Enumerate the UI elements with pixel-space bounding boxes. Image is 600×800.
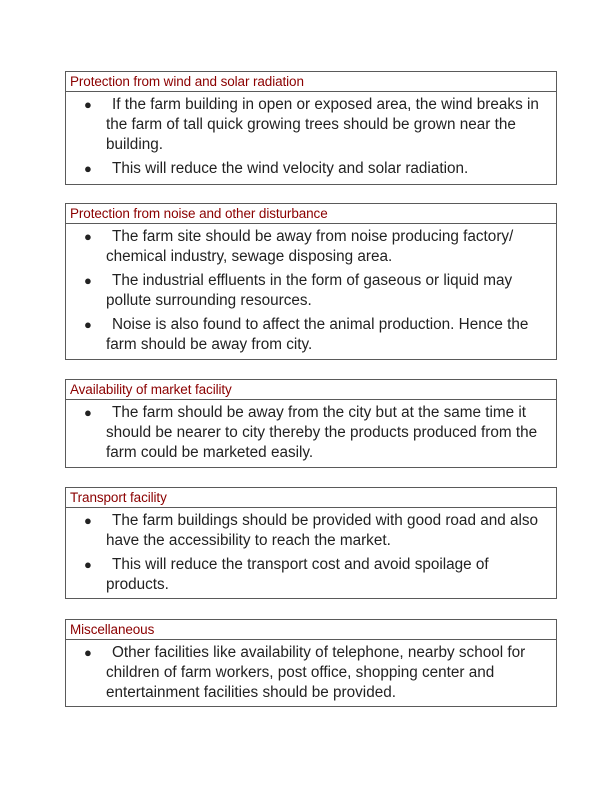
section-body — [66, 92, 556, 183]
bullet-icon: ● — [84, 513, 92, 528]
list-item — [84, 643, 548, 703]
list-item-text: If the farm building in open or exposed area, the wind breaks in the farm of tall quick growing trees should be grown near the building. — [106, 96, 539, 153]
bullet-icon: ● — [84, 645, 92, 660]
list-item-text: The industrial effluents in the form of gaseous or liquid may pollute surrounding resources. — [106, 272, 513, 309]
section-market-facility — [65, 379, 557, 468]
bullet-icon: ● — [84, 273, 92, 288]
section-body — [66, 640, 556, 707]
section-title: Protection from wind and solar radiation — [66, 72, 556, 92]
list-item-text: The farm should be away from the city but at the same time it should be nearer to city thereby the products produced from the farm could be marketed easily. — [106, 404, 538, 461]
list-item — [84, 403, 548, 463]
list-item-text: Noise is also found to affect the animal production. Hence the farm should be away from city. — [106, 316, 529, 353]
bullet-icon: ● — [84, 317, 92, 332]
list-item-text: The farm site should be away from noise producing factory/ chemical industry, sewage disposing area. — [106, 228, 514, 265]
bullet-icon: ● — [84, 161, 92, 176]
list-item — [84, 315, 548, 355]
section-title: Protection from noise and other disturbance — [66, 204, 556, 224]
section-wind-solar — [65, 71, 557, 185]
list-item — [84, 95, 548, 155]
list-item-text: Other facilities like availability of telephone, nearby school for children of farm workers, post office, shopping center and entertainment facilities should be provided. — [106, 644, 526, 701]
bullet-icon: ● — [84, 557, 92, 572]
bullet-icon: ● — [84, 97, 92, 112]
list-item-text: This will reduce the transport cost and avoid spoilage of products. — [106, 556, 489, 593]
list-item-text: This will reduce the wind velocity and solar radiation. — [112, 160, 469, 177]
section-transport-facility — [65, 487, 557, 599]
section-body — [66, 224, 556, 359]
section-title: Availability of market facility — [66, 380, 556, 400]
bullet-icon: ● — [84, 405, 92, 420]
section-miscellaneous — [65, 619, 557, 707]
list-item — [84, 159, 548, 179]
list-item — [84, 511, 548, 551]
section-noise-disturbance — [65, 203, 557, 360]
list-item-text: The farm buildings should be provided with good road and also have the accessibility to reach the market. — [106, 512, 539, 549]
section-body — [66, 508, 556, 599]
list-item — [84, 271, 548, 311]
section-title: Transport facility — [66, 488, 556, 508]
section-title: Miscellaneous — [66, 620, 556, 640]
section-body — [66, 400, 556, 467]
list-item — [84, 227, 548, 267]
list-item — [84, 555, 548, 595]
bullet-icon: ● — [84, 229, 92, 244]
